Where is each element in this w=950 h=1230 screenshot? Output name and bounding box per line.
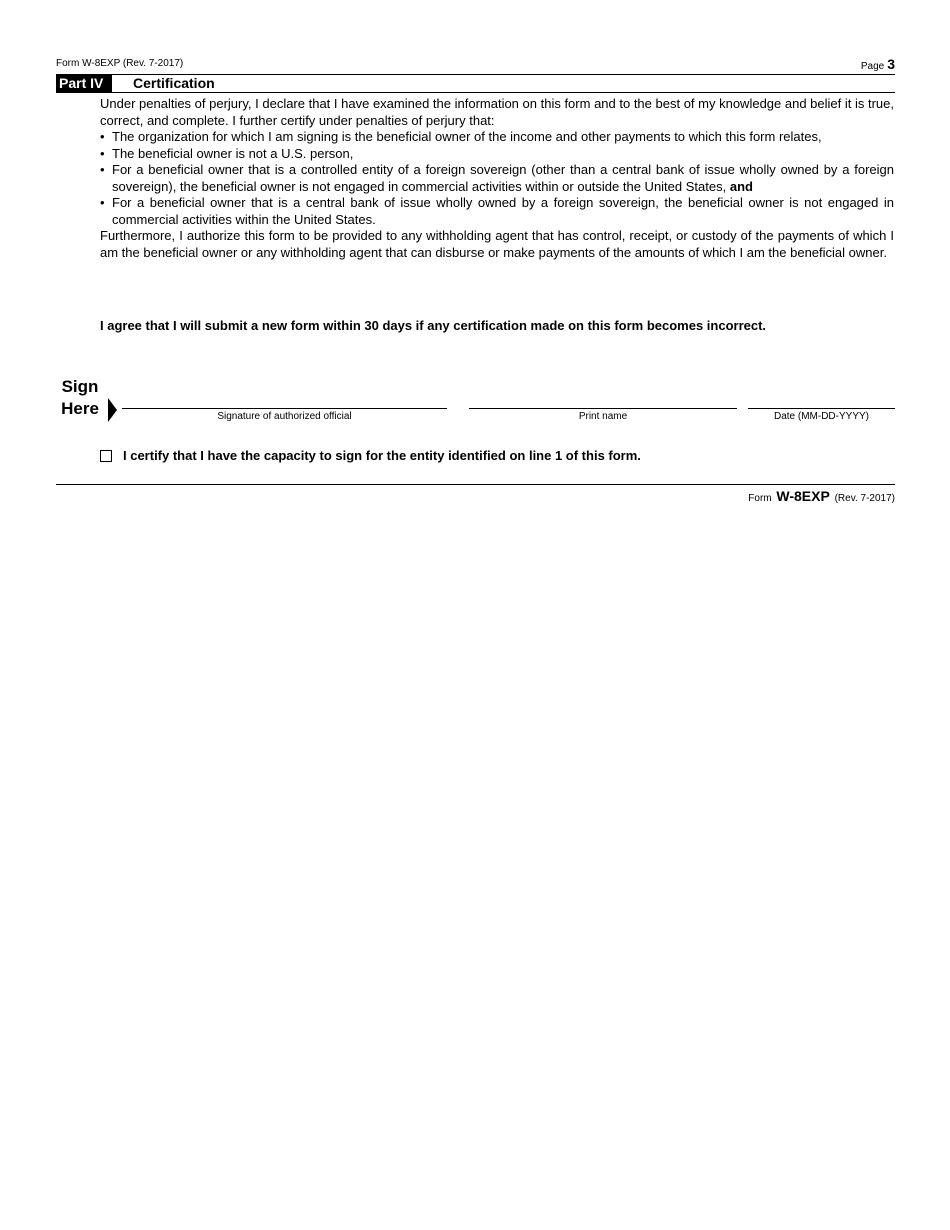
part-title: Certification (133, 75, 215, 91)
page-number (861, 56, 895, 72)
bullet-icon: • (100, 195, 105, 210)
certification-bullet-2 (100, 146, 894, 163)
print-name-label: Print name (578, 411, 628, 422)
sign-word: Sign (61, 377, 99, 396)
capacity-checkbox[interactable] (100, 450, 112, 462)
print-name-field[interactable] (469, 408, 737, 409)
bullet-text: For a beneficial owner that is a controlled entity of a foreign sovereign (other than a central bank of issue wholly owned by a foreign sovereign), the beneficial owner is not engaged in commercial activities within or outside the United States, (112, 162, 894, 194)
bullet-icon: • (100, 162, 105, 177)
form-word: Form (748, 493, 772, 504)
certification-bullet-4 (100, 195, 894, 228)
page-footer (56, 484, 895, 504)
bullet-text: The beneficial owner is not a U.S. person, (112, 145, 354, 161)
bullet-bold-suffix: and (729, 178, 753, 194)
certification-bullet-1 (100, 129, 894, 146)
form-revision: (Rev. 7-2017) (834, 493, 895, 504)
bullet-icon: • (100, 145, 105, 161)
bullet-text: For a beneficial owner that is a central bank of issue wholly owned by a foreign sovereign, the beneficial owner is not engaged in commercial activities within the United States. (112, 195, 894, 227)
bullet-text-container (112, 162, 894, 195)
page-label: Page (860, 61, 885, 72)
certification-text (100, 96, 894, 261)
part-label: Part IV (56, 74, 112, 92)
signature-field[interactable] (122, 408, 447, 409)
page-number-value: 3 (887, 56, 895, 72)
agree-statement: I agree that I will submit a new form within 30 days if any certification made on this form becomes incorrect. (100, 318, 767, 333)
certification-intro: Under penalties of perjury, I declare that I have examined the information on this form and to the best of my knowledge and belief it is true, correct, and complete. I further certify under penalties of perjury that: (100, 96, 894, 128)
bullet-text: The organization for which I am signing is the beneficial owner of the income and other payments to which this form relates, (112, 129, 822, 144)
page-header (56, 55, 895, 75)
here-word: Here (61, 399, 99, 418)
form-id-top: Form W-8EXP (Rev. 7-2017) (56, 58, 184, 69)
date-label: Date (MM-DD-YYYY) (773, 411, 869, 422)
date-field[interactable] (748, 408, 895, 409)
capacity-statement: I certify that I have the capacity to sign for the entity identified on line 1 of this form. (123, 448, 641, 463)
signature-label: Signature of authorized official (217, 411, 352, 422)
bullet-icon: • (100, 129, 105, 144)
form-name: W-8EXP (776, 488, 830, 504)
part-bar (56, 74, 895, 93)
certification-furthermore: Furthermore, I authorize this form to be provided to any withholding agent that has control, receipt, or custody of the payments of which I am the beneficial owner or any withholding agent that can disburse or make payments of the amounts of which I am the beneficial owner. (100, 228, 894, 260)
form-footer (748, 488, 895, 504)
certification-bullet-3 (100, 162, 894, 195)
sign-arrow-icon (108, 398, 117, 422)
sign-here-label (56, 376, 104, 420)
